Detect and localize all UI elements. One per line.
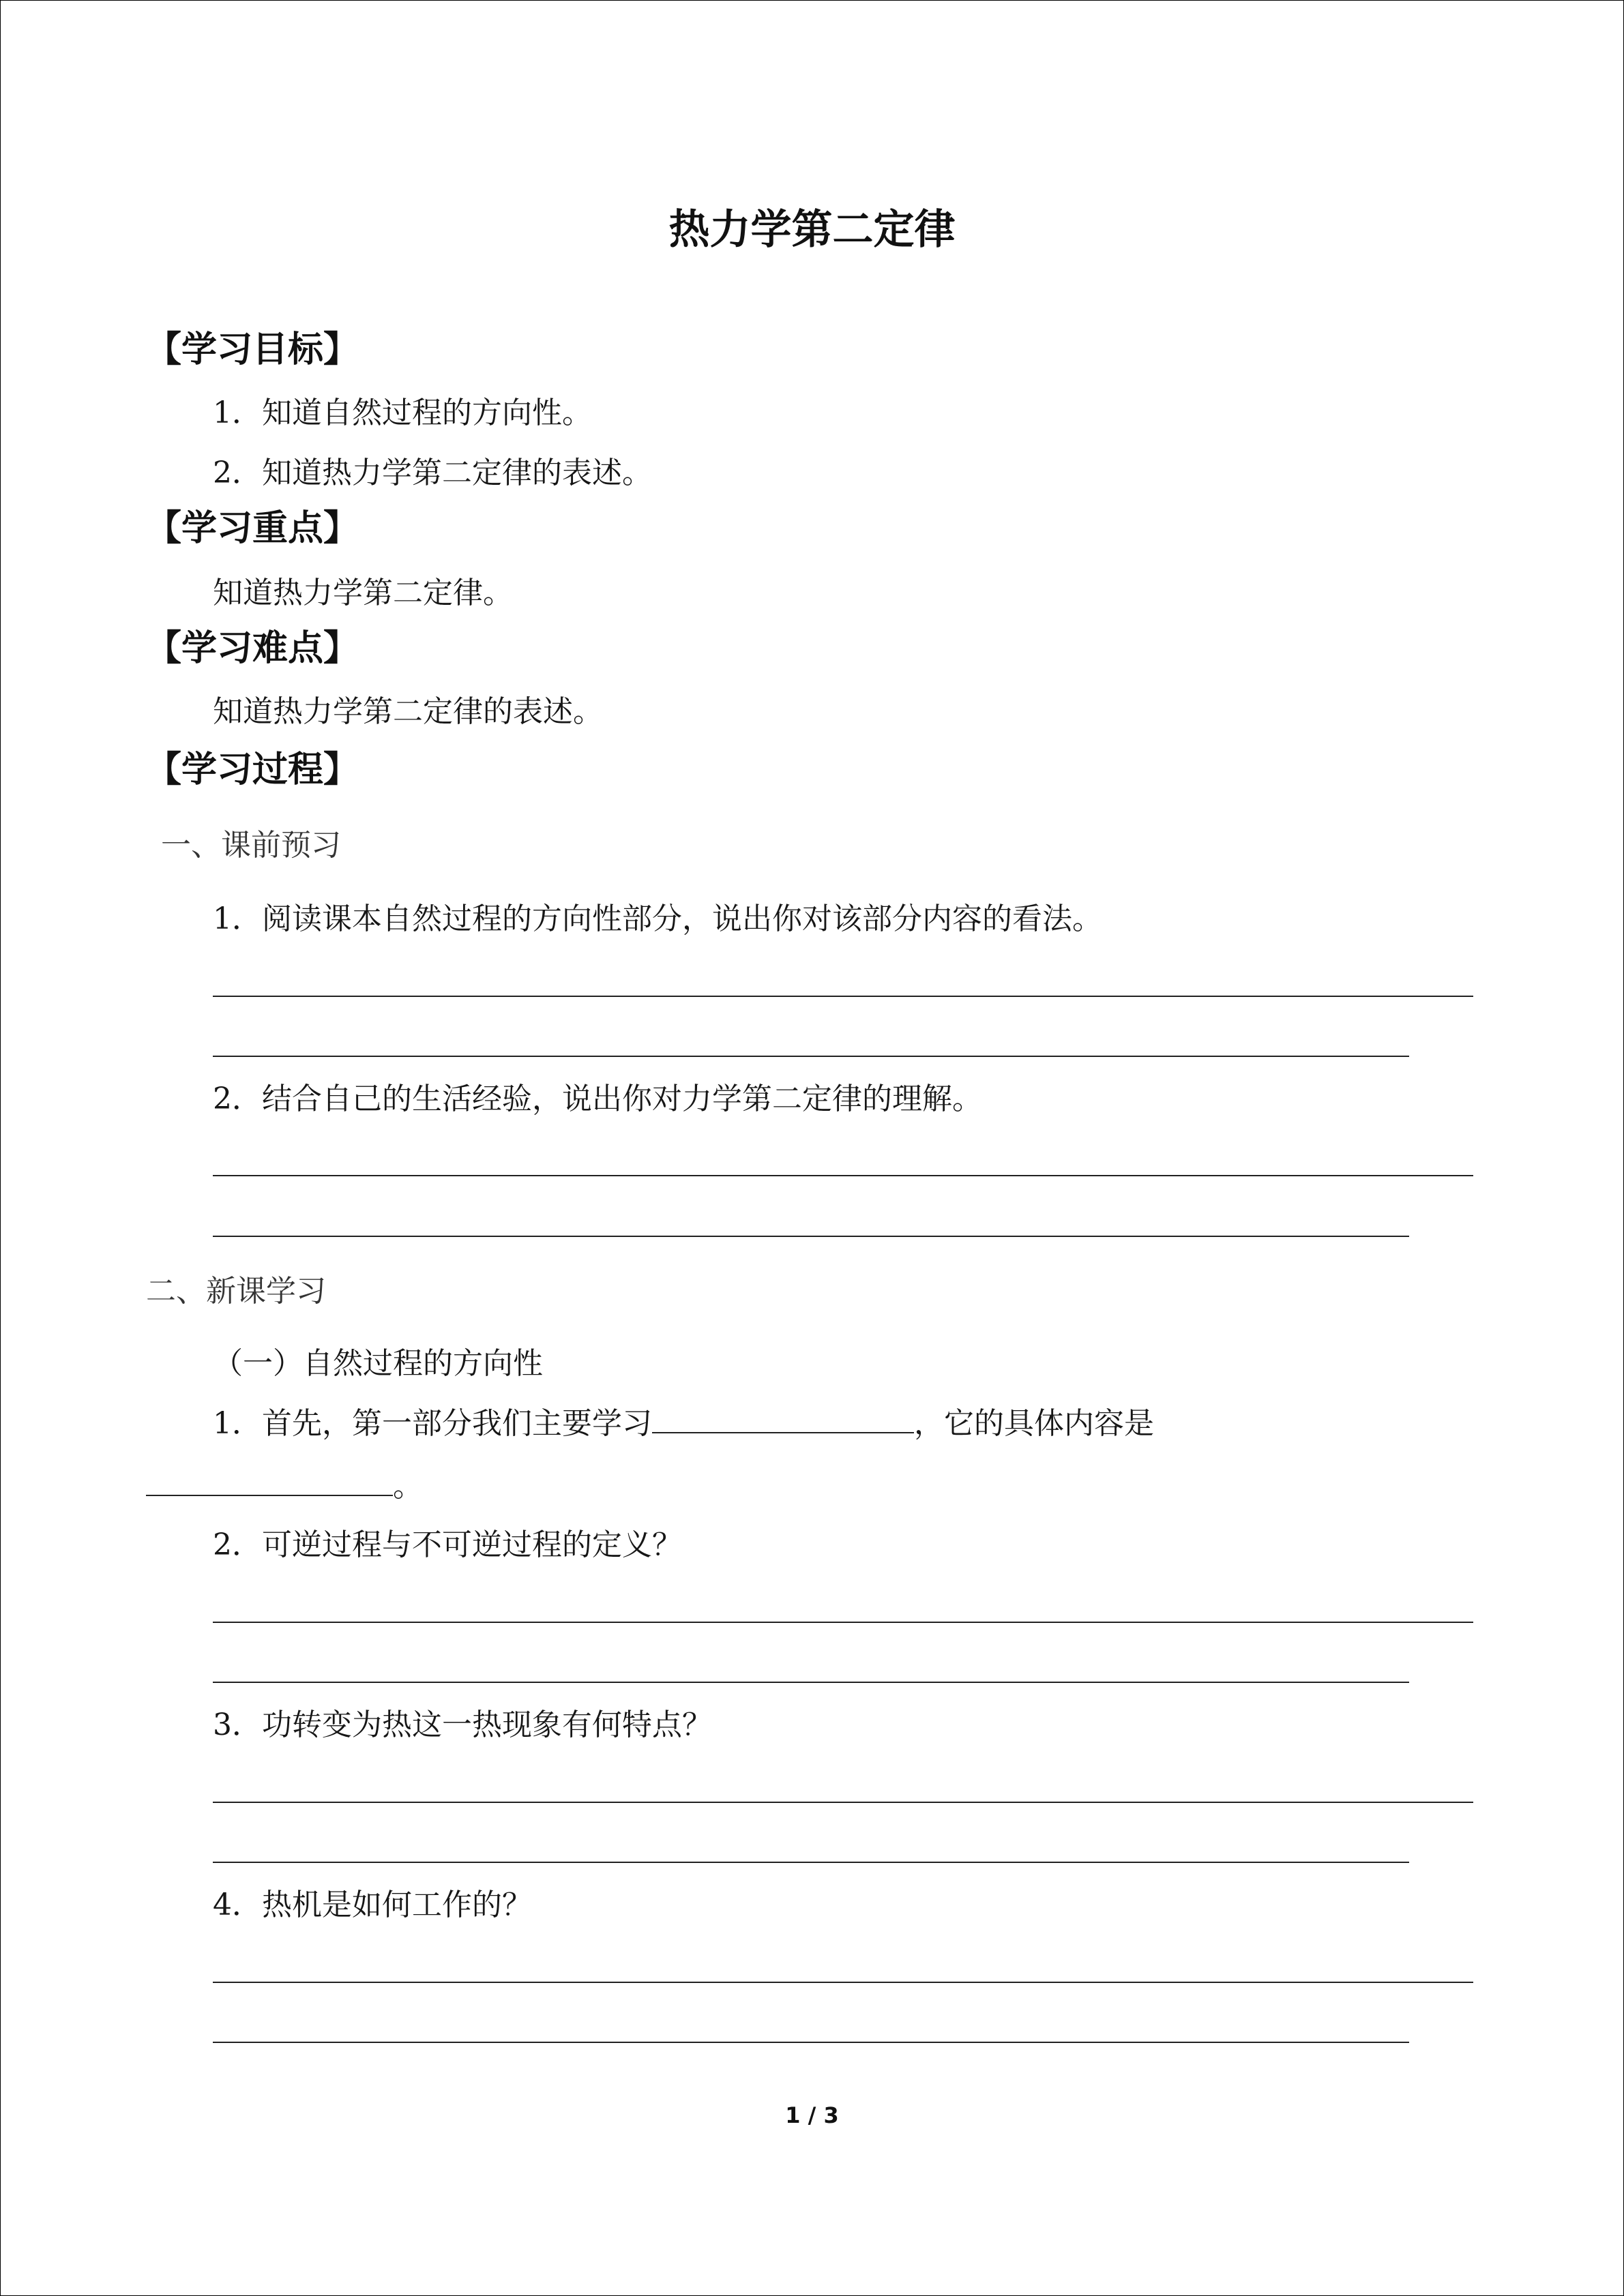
objective-item-2: 2．知道热力学第二定律的表述。 (213, 456, 652, 490)
lesson-question-1-continued (146, 1466, 423, 1507)
answer-line[interactable] (213, 2042, 1409, 2043)
lesson-question-4: 4．热机是如何工作的？ (213, 1888, 532, 1922)
subsection-title: （一）自然过程的方向性 (213, 1346, 543, 1381)
fill-in-blank[interactable] (652, 1405, 914, 1433)
preview-section-title: 一、课前预习 (161, 828, 341, 863)
lesson-question-1-part2: ，它的具体内容是 (914, 1406, 1154, 1441)
lesson-question-1-part1: 1．首先，第一部分我们主要学习 (213, 1406, 652, 1441)
preview-question-2: 2．结合自己的生活经验，说出你对力学第二定律的理解。 (213, 1082, 982, 1116)
new-lesson-section-title: 二、新课学习 (146, 1274, 326, 1309)
lesson-question-2: 2．可逆过程与不可逆过程的定义？ (213, 1527, 682, 1562)
answer-line[interactable] (213, 1982, 1473, 1983)
objectives-heading: 【学习目标】 (146, 329, 359, 370)
difficulties-text: 知道热力学第二定律的表述。 (213, 694, 603, 729)
page-number: 1 / 3 (785, 2102, 839, 2128)
answer-line[interactable] (213, 1862, 1409, 1863)
lesson-question-3: 3．功转变为热这一热现象有何特点？ (213, 1708, 712, 1742)
key-points-heading: 【学习重点】 (146, 508, 359, 549)
answer-line[interactable] (213, 1175, 1473, 1176)
objective-item-1: 1．知道自然过程的方向性。 (213, 396, 592, 430)
answer-line[interactable] (213, 996, 1473, 997)
fill-in-blank[interactable] (146, 1467, 393, 1496)
answer-line[interactable] (213, 1682, 1409, 1683)
lesson-question-1 (213, 1403, 1154, 1444)
difficulties-heading: 【学习难点】 (146, 628, 359, 669)
preview-question-1: 1．阅读课本自然过程的方向性部分，说出你对该部分内容的看法。 (213, 901, 1102, 936)
lesson-question-1-end: 。 (393, 1469, 423, 1504)
answer-line[interactable] (213, 1056, 1409, 1057)
key-points-text: 知道热力学第二定律。 (213, 576, 513, 610)
process-heading: 【学习过程】 (146, 749, 359, 790)
answer-line[interactable] (213, 1622, 1473, 1623)
answer-line[interactable] (213, 1236, 1409, 1237)
page-title: 热力学第二定律 (668, 206, 956, 254)
answer-line[interactable] (213, 1802, 1473, 1803)
